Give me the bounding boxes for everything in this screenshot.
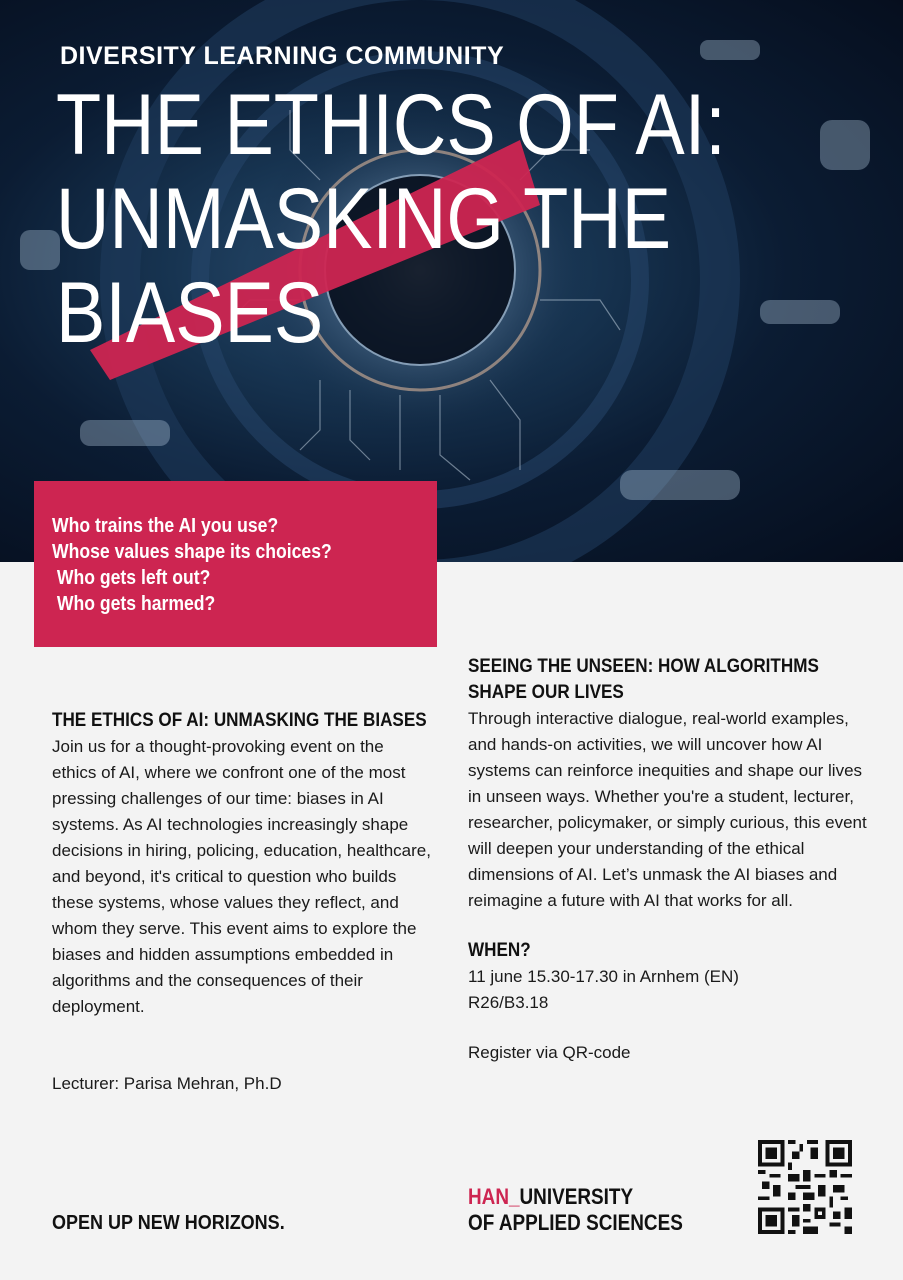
right-heading-line-2: SHAPE OUR LIVES — [468, 682, 624, 703]
right-column — [468, 654, 868, 1066]
right-heading-line-1: SEEING THE UNSEEN: HOW ALGORITHMS — [468, 656, 819, 677]
left-column — [52, 708, 432, 1020]
event-title — [56, 78, 726, 360]
register-note: Register via QR-code — [468, 1043, 631, 1062]
logo-han: HAN_ — [468, 1184, 520, 1209]
question-4: Who gets harmed? — [52, 593, 216, 615]
question-2: Whose values shape its choices? — [52, 541, 332, 563]
qr-code-icon[interactable] — [758, 1140, 852, 1234]
title-line-2: UNMASKING THE — [56, 171, 672, 267]
logo-line-1: UNIVERSITY — [519, 1184, 634, 1209]
title-line-1: THE ETHICS OF AI: — [56, 77, 726, 173]
questions-box — [34, 481, 437, 647]
question-3: Who gets left out? — [52, 567, 211, 589]
event-series-label: DIVERSITY LEARNING COMMUNITY — [60, 42, 505, 70]
when-room: R26/B3.18 — [468, 993, 549, 1012]
han-logo — [468, 1184, 683, 1236]
question-1: Who trains the AI you use? — [52, 515, 279, 537]
left-body: Join us for a thought-provoking event on the ethics of AI, where we confront one of the most pressing challenges of our time: biases in AI systems. As AI technologies increasingly shape decisions in hiring, policing, education, healthcare, and beyond, it's critical to question who builds these systems, whose values they reflect, and whom they serve. This event aims to explore the biases and hidden assumptions embedded in algorithms and the consequences of their deployment. — [52, 737, 431, 1016]
logo-line-2: OF APPLIED SCIENCES — [468, 1210, 683, 1235]
right-body: Through interactive dialogue, real-world examples, and hands-on activities, we will uncover how AI systems can reinforce inequities and shape our lives in unseen ways. Whether you're a student, lecturer, researcher, policymaker, or simply curious, this event will deepen your understanding of the ethical dimensions of AI. Let’s unmask the AI biases and reimagine a future with AI that works for all. — [468, 709, 867, 910]
when-heading: WHEN? — [468, 940, 531, 961]
hero-banner — [0, 0, 903, 562]
tagline: OPEN UP NEW HORIZONS. — [52, 1212, 285, 1234]
title-line-3: BIASES — [56, 265, 324, 361]
when-date: 11 june 15.30-17.30 in Arnhem (EN) — [468, 967, 739, 986]
lecturer-credit: Lecturer: Parisa Mehran, Ph.D — [52, 1074, 282, 1093]
left-heading: THE ETHICS OF AI: UNMASKING THE BIASES — [52, 710, 427, 731]
